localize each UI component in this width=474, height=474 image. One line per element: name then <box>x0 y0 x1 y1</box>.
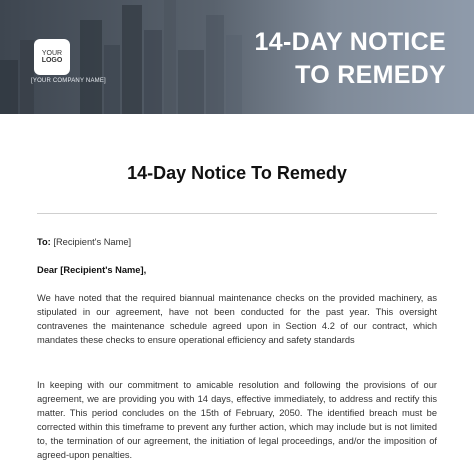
logo-text-line1: YOUR <box>41 50 63 57</box>
salutation: Dear [Recipient's Name], <box>37 265 147 275</box>
header-title-line1: 14-DAY NOTICE <box>254 28 446 56</box>
document-title: 14-Day Notice To Remedy <box>127 163 347 183</box>
body-paragraph-1: We have noted that the required biannual maintenance checks on the provided machinery, as stipulated in our agreement, have not been conducted for the past year. This oversight contravenes the maintenance schedule agreed upon in Section 4.2 of our contract, which mandates these checks to ensure operational efficiency and safety standards <box>37 293 437 345</box>
divider <box>37 213 437 214</box>
logo-text-line2: LOGO <box>41 57 63 64</box>
company-name: [YOUR COMPANY NAME] <box>31 78 106 84</box>
company-logo <box>34 39 70 75</box>
to-label: To: <box>37 237 51 247</box>
header-title-line2: TO REMEDY <box>295 61 446 89</box>
recipient-name: [Recipient's Name] <box>53 237 132 247</box>
recipient-line <box>37 237 131 247</box>
header-banner <box>0 0 474 114</box>
body-paragraph-2: In keeping with our commitment to amicable resolution and following the provisions of our agreement, we are providing you with 14 days, effective immediately, to address and rectify this matter. This period concludes on the 15th of February, 2050. The identified breach must be corrected within this timeframe to prevent any further action, which may include but is not limited to, the termination of our agreement, the initiation of legal proceedings, and/or the imposition of agreed-upon penalties. <box>37 380 437 460</box>
header-title <box>255 26 446 92</box>
